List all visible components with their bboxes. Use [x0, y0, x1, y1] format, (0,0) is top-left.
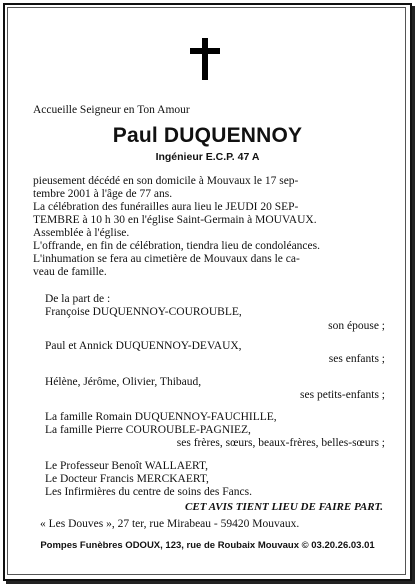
sibling-family-1: La famille Romain DUQUENNOY-FAUCHILLE,: [45, 411, 277, 423]
body-line: Assemblée à l'église.: [33, 227, 130, 239]
body-line: L'offrande, en fin de célébration, tiendra lieu de condoléances.: [33, 240, 320, 252]
body-line: pieusement décédé en son domicile à Mouvaux le 17 sep-: [33, 175, 299, 187]
body-line: tembre 2001 à l'âge de 77 ans.: [33, 188, 173, 200]
nurses: Les Infirmières du centre de soins des Fancs.: [45, 486, 252, 498]
from-label: De la part de :: [45, 293, 111, 305]
children-names: Paul et Annick DUQUENNOY-DEVAUX,: [45, 340, 242, 352]
body-line: veau de famille.: [33, 266, 107, 278]
body-line: L'inhumation se fera au cimetière de Mouvaux dans le ca-: [33, 253, 300, 265]
closing-statement: CET AVIS TIENT LIEU DE FAIRE PART.: [185, 501, 383, 513]
grandchildren-relation: ses petits-enfants ;: [300, 389, 385, 401]
deceased-name: Paul DUQUENNOY: [112, 124, 303, 147]
grandchildren-names: Hélène, Jérôme, Olivier, Thibaud,: [45, 376, 202, 388]
sibling-family-2: La famille Pierre COUROUBLE-PAGNIEZ,: [45, 424, 251, 436]
cross-icon: [190, 38, 220, 80]
deceased-title: Ingénieur E.C.P. 47 A: [155, 151, 260, 163]
body-line: La célébration des funérailles aura lieu le JEUDI 20 SEP-: [33, 201, 299, 213]
children-relation: ses enfants ;: [328, 353, 385, 365]
spouse-relation: son épouse ;: [328, 320, 385, 332]
siblings-relation: ses frères, sœurs, beaux-frères, belles-sœurs ;: [176, 437, 385, 449]
spouse-name: Françoise DUQUENNOY-COUROUBLE,: [45, 306, 242, 318]
body-line: TEMBRE à 10 h 30 en l'église Saint-Germain à MOUVAUX.: [33, 214, 317, 226]
doctor-1: Le Professeur Benoît WALLAERT,: [45, 460, 209, 472]
doctor-2: Le Docteur Francis MERCKAERT,: [45, 473, 209, 485]
invocation: Accueille Seigneur en Ton Amour: [33, 104, 190, 116]
funeral-home-footer: Pompes Funèbres ODOUX, 123, rue de Roubaix Mouvaux © 03.20.26.03.01: [40, 540, 375, 551]
address: « Les Douves », 27 ter, rue Mirabeau - 59420 Mouvaux.: [40, 518, 300, 530]
